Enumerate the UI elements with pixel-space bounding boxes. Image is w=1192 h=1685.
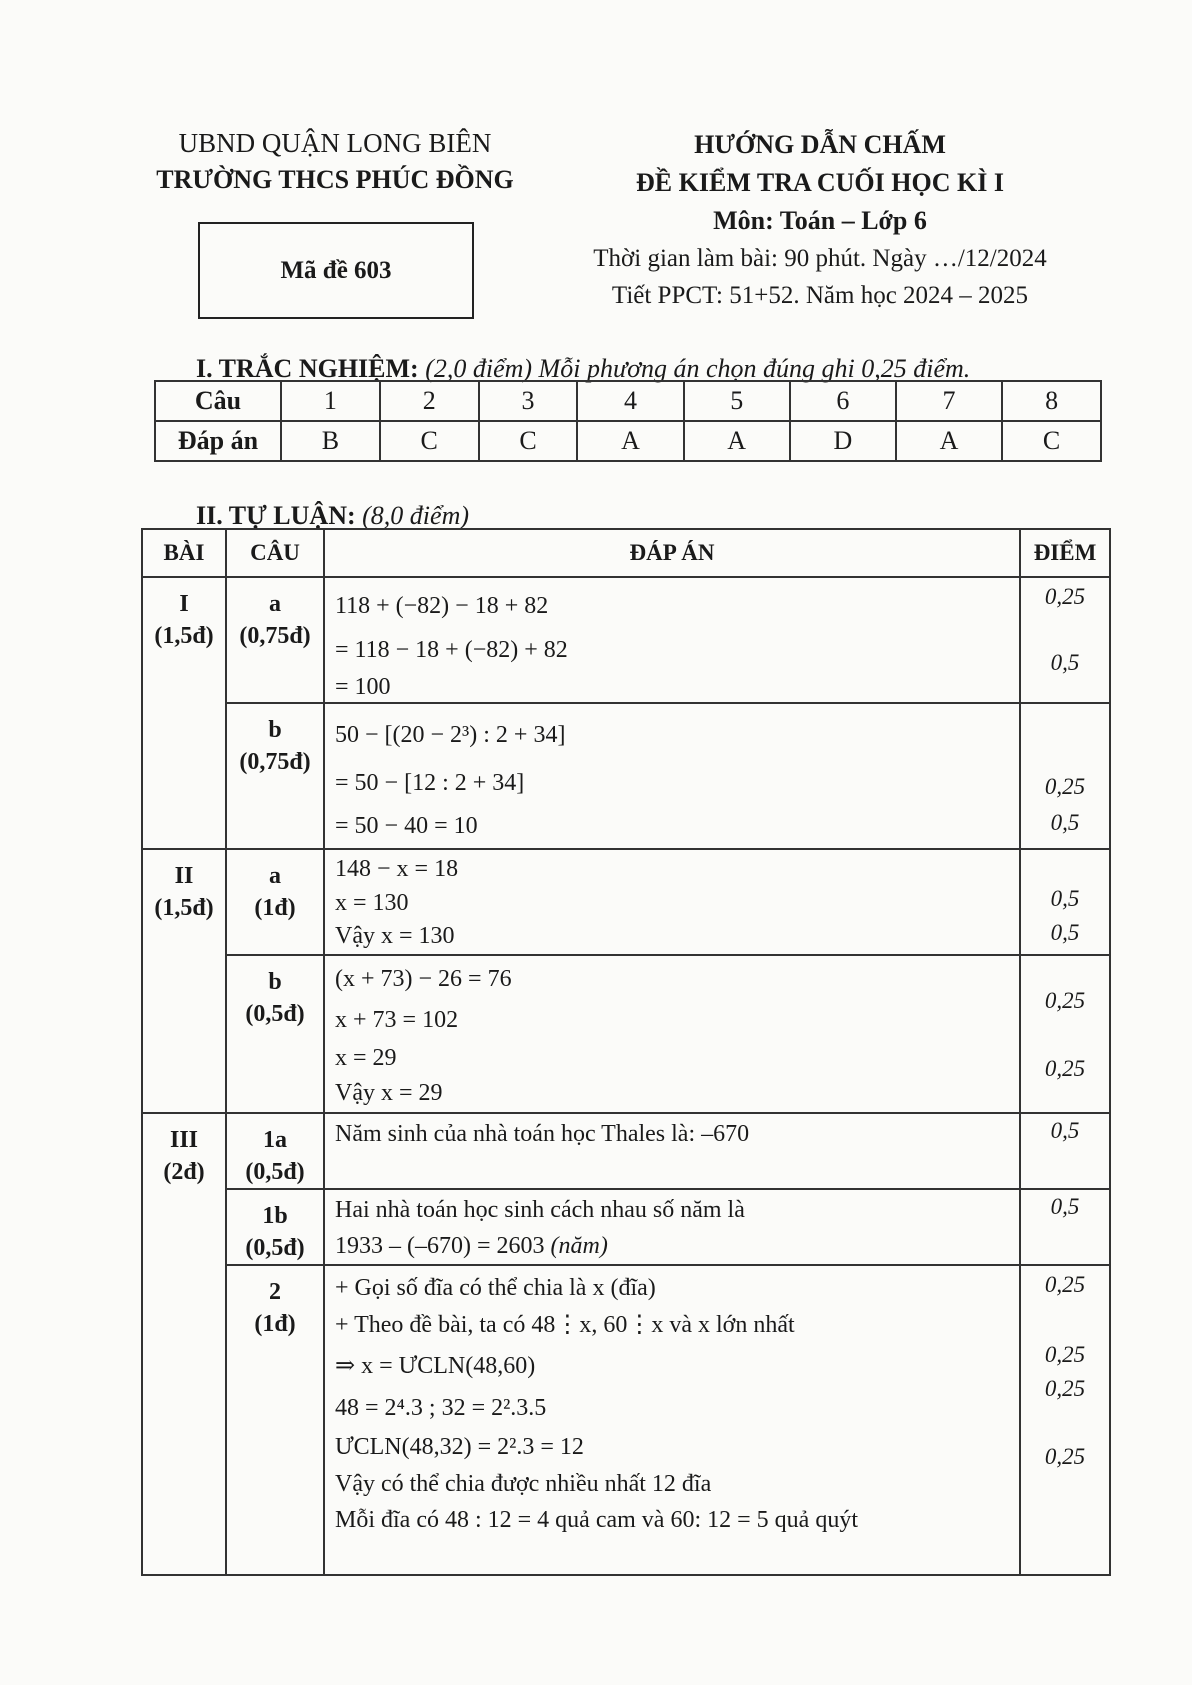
answer-line: x = 130 <box>335 890 409 916</box>
exam-code-box <box>198 222 474 319</box>
part2-heading <box>196 501 469 531</box>
point-value: 0,25 <box>1044 1272 1086 1297</box>
answer-line-result <box>335 1228 1009 1264</box>
mc-question: 6 <box>790 381 896 421</box>
points-2a <box>1020 849 1110 955</box>
multiple-choice-table <box>154 380 1102 462</box>
col-bai: BÀI <box>142 529 226 577</box>
cau-1a-cell <box>226 577 324 703</box>
result-expression: 1933 – (–670) = 2603 <box>335 1233 545 1259</box>
bai-1-cell <box>142 577 226 849</box>
points-2b <box>1020 955 1110 1113</box>
mc-answer-row <box>155 421 1101 461</box>
answer-3-1a <box>324 1113 1020 1189</box>
part2-title: II. TỰ LUẬN: <box>196 501 356 530</box>
cau-3-2-points: (1đ) <box>254 1311 296 1337</box>
cau-1a-points: (0,75đ) <box>239 623 311 649</box>
cau-2a-points: (1đ) <box>254 895 296 921</box>
row-3-1a <box>142 1113 1110 1189</box>
point-value: 0,5 <box>1050 920 1080 945</box>
part1-title: I. TRẮC NGHIỆM: <box>196 354 419 383</box>
essay-table <box>141 528 1111 1576</box>
school-name: TRƯỜNG THCS PHÚC ĐỒNG <box>156 165 514 194</box>
cau-1b-points: (0,75đ) <box>239 749 311 775</box>
part1-note: (2,0 điểm) Mỗi phương án chọn đúng ghi 0,25 điểm. <box>425 354 971 383</box>
cau-2b-points: (0,5đ) <box>245 1001 305 1027</box>
exam-code: Mã đề 603 <box>280 256 392 284</box>
point-value: 0,25 <box>1044 988 1086 1013</box>
answer-2b <box>324 955 1020 1113</box>
cau-1b-name: b <box>268 717 282 743</box>
answer-line: Mỗi đĩa có 48 : 12 = 4 quả cam và 60: 12 = 5 quả quýt <box>335 1507 858 1533</box>
cau-3-1b-points: (0,5đ) <box>245 1235 305 1261</box>
cau-2b-name: b <box>268 969 282 995</box>
mc-answer: C <box>1002 421 1101 461</box>
exam-title: ĐỀ KIỂM TRA CUỐI HỌC KÌ I <box>636 168 1004 197</box>
mc-answer: A <box>577 421 683 461</box>
mc-answer: D <box>790 421 896 461</box>
mc-answer: C <box>380 421 479 461</box>
point-value: 0,5 <box>1050 1118 1080 1143</box>
mc-row-label-question: Câu <box>155 381 281 421</box>
cau-3-1b-cell <box>226 1189 324 1265</box>
bai-3-cell <box>142 1113 226 1575</box>
mc-question: 2 <box>380 381 479 421</box>
row-2a <box>142 849 1110 955</box>
mc-question: 4 <box>577 381 683 421</box>
header-left <box>140 128 530 195</box>
point-value: 0,25 <box>1044 1342 1086 1367</box>
answer-line: x = 29 <box>335 1045 397 1071</box>
mc-answer: A <box>684 421 790 461</box>
bai-1-points: (1,5đ) <box>154 623 214 649</box>
col-cau: CÂU <box>226 529 324 577</box>
answer-1a <box>324 577 1020 703</box>
bai-3-points: (2đ) <box>163 1159 205 1185</box>
point-value: 0,25 <box>1044 584 1086 609</box>
point-value: 0,5 <box>1050 886 1080 911</box>
cau-3-1b-name: 1b <box>262 1203 288 1229</box>
answer-line: Vậy có thể chia được nhiều nhất 12 đĩa <box>335 1471 712 1497</box>
mc-row-label-answer: Đáp án <box>155 421 281 461</box>
mc-answer: C <box>479 421 578 461</box>
answer-line: 50 − [(20 − 2³) : 2 + 34] <box>335 722 566 748</box>
bai-3-name: III <box>169 1127 199 1153</box>
mc-question: 8 <box>1002 381 1101 421</box>
bai-2-cell <box>142 849 226 1113</box>
answer-2a <box>324 849 1020 955</box>
cau-3-1a-points: (0,5đ) <box>245 1159 305 1185</box>
point-value: 0,25 <box>1044 774 1086 799</box>
answer-line: Hai nhà toán học sinh cách nhau số năm là <box>335 1197 745 1223</box>
answer-line: = 50 − [12 : 2 + 34] <box>335 770 525 796</box>
answer-3-1b <box>324 1189 1020 1265</box>
answer-line: + Gọi số đĩa có thể chia là x (đĩa) <box>335 1275 656 1301</box>
essay-header-row <box>142 529 1110 577</box>
answer-line: ƯCLN(48,32) = 2².3 = 12 <box>335 1434 584 1460</box>
answer-line: ⇒ x = ƯCLN(48,60) <box>335 1353 536 1379</box>
exam-period: Tiết PPCT: 51+52. Năm học 2024 – 2025 <box>611 282 1029 309</box>
doc-title: HƯỚNG DẪN CHẤM <box>694 130 946 159</box>
answer-3-2 <box>324 1265 1020 1575</box>
point-value: 0,25 <box>1044 1056 1086 1081</box>
point-value: 0,5 <box>1050 650 1080 675</box>
points-3-2 <box>1020 1265 1110 1575</box>
result-unit: (năm) <box>550 1233 608 1259</box>
mc-question: 1 <box>281 381 380 421</box>
answer-line: = 50 − 40 = 10 <box>335 813 478 839</box>
part2-note: (8,0 điểm) <box>362 501 469 530</box>
answer-line: 148 − x = 18 <box>335 856 459 882</box>
answer-line: (x + 73) − 26 = 76 <box>335 966 512 992</box>
points-3-1a <box>1020 1113 1110 1189</box>
answer-line: x + 73 = 102 <box>335 1007 459 1033</box>
answer-line: + Theo đề bài, ta có 48⋮x, 60⋮x và x lớn nhất <box>335 1312 795 1338</box>
answer-1b <box>324 703 1020 849</box>
mc-question: 7 <box>896 381 1002 421</box>
cau-2a-cell <box>226 849 324 955</box>
answer-line: 118 + (−82) − 18 + 82 <box>335 593 549 619</box>
mc-question-row <box>155 381 1101 421</box>
bai-1-name: I <box>179 591 189 617</box>
cau-3-2-name: 2 <box>269 1279 281 1305</box>
row-3-1b <box>142 1189 1110 1265</box>
subject: Môn: Toán – Lớp 6 <box>713 206 927 235</box>
bai-2-name: II <box>174 863 194 889</box>
col-answer: ĐÁP ÁN <box>324 529 1020 577</box>
mc-answer: A <box>896 421 1002 461</box>
cau-1b-cell <box>226 703 324 849</box>
cau-3-2-cell <box>226 1265 324 1575</box>
cau-2b-cell <box>226 955 324 1113</box>
row-2b <box>142 955 1110 1113</box>
answer-line: = 100 <box>335 674 391 700</box>
answer-line: Vậy x = 29 <box>335 1080 443 1106</box>
mc-question: 3 <box>479 381 578 421</box>
cau-3-1a-name: 1a <box>263 1127 287 1153</box>
point-value: 0,25 <box>1044 1376 1086 1401</box>
cau-2a-name: a <box>269 863 281 889</box>
cau-3-1a-cell <box>226 1113 324 1189</box>
answer-line: = 118 − 18 + (−82) + 82 <box>335 637 568 663</box>
col-points: ĐIỂM <box>1020 529 1110 577</box>
header-right <box>555 126 1085 314</box>
bai-2-points: (1,5đ) <box>154 895 214 921</box>
mc-answer: B <box>281 421 380 461</box>
point-value: 0,5 <box>1050 1194 1080 1219</box>
row-1a <box>142 577 1110 703</box>
point-value: 0,5 <box>1050 810 1080 835</box>
row-1b <box>142 703 1110 849</box>
exam-time: Thời gian làm bài: 90 phút. Ngày …/12/2024 <box>593 245 1047 272</box>
answer-line: Vậy x = 130 <box>335 923 455 949</box>
org-name: UBND QUẬN LONG BIÊN <box>178 128 492 158</box>
answer-line: Năm sinh của nhà toán học Thales là: –670 <box>335 1121 750 1147</box>
point-value: 0,25 <box>1044 1444 1086 1469</box>
points-1a <box>1020 577 1110 703</box>
mc-question: 5 <box>684 381 790 421</box>
row-3-2 <box>142 1265 1110 1575</box>
cau-1a-name: a <box>269 591 281 617</box>
answer-line: 48 = 2⁴.3 ; 32 = 2².3.5 <box>335 1395 547 1421</box>
points-3-1b <box>1020 1189 1110 1265</box>
points-1b <box>1020 703 1110 849</box>
